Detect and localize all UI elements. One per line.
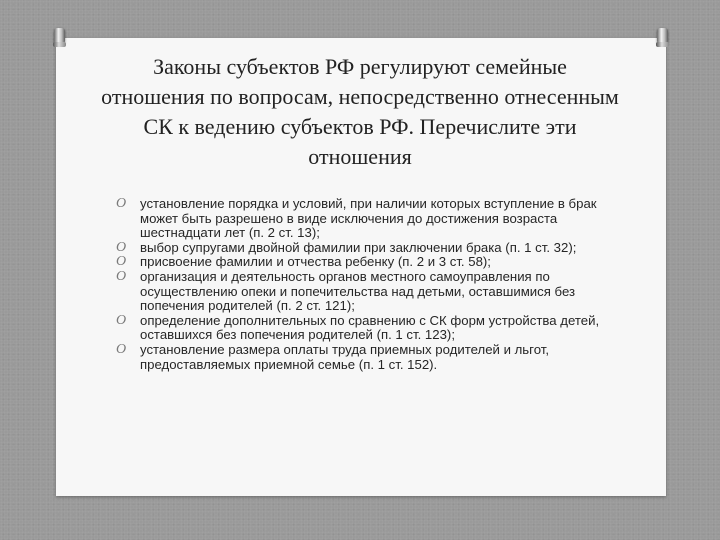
list-item-text: присвоение фамилии и отчества ребенку (п. 2 и 3 ст. 58); xyxy=(140,254,491,270)
list-item xyxy=(116,270,616,314)
bullet-icon: O xyxy=(116,196,127,211)
list-item xyxy=(116,197,616,241)
list-item-text: организация и деятельность органов местного самоуправления по осуществлению опеки и попечительства над детьми, оставшимися без попечения родителей (п. 2 ст. 121); xyxy=(140,268,576,314)
slide-title: Законы субъектов РФ регулируют семейные отношения по вопросам, непосредственно отнесенным СК к ведению субъектов РФ. Перечислите эти отношения xyxy=(101,54,619,169)
bullet-icon: O xyxy=(116,268,127,284)
list-item-text: установление порядка и условий, при наличии которых вступление в брак может быть разрешено в виде исключения до достижения возраста шестнадцати лет (п. 2 ст. 13); xyxy=(140,196,597,241)
list-item xyxy=(116,343,616,372)
bullet-list xyxy=(116,197,616,372)
pushpin-icon xyxy=(53,28,66,48)
list-item xyxy=(116,255,616,270)
list-item-text: определение дополнительных по сравнению с СК форм устройства детей, оставшихся без попечения родителей (п. 1 ст. 123); xyxy=(140,312,600,343)
bullet-icon: O xyxy=(116,239,127,255)
list-item xyxy=(116,241,616,256)
list-item xyxy=(116,314,616,343)
list-item-text: выбор супругами двойной фамилии при заключении брака (п. 1 ст. 32); xyxy=(140,239,577,255)
bullet-icon: O xyxy=(116,312,127,328)
bullet-icon: O xyxy=(116,341,127,357)
list-item-text: установление размера оплаты труда приемных родителей и льгот, предоставляемых приемной семье (п. 1 ст. 152). xyxy=(140,341,549,372)
bullet-icon: O xyxy=(116,254,127,270)
pushpin-icon xyxy=(656,28,669,48)
